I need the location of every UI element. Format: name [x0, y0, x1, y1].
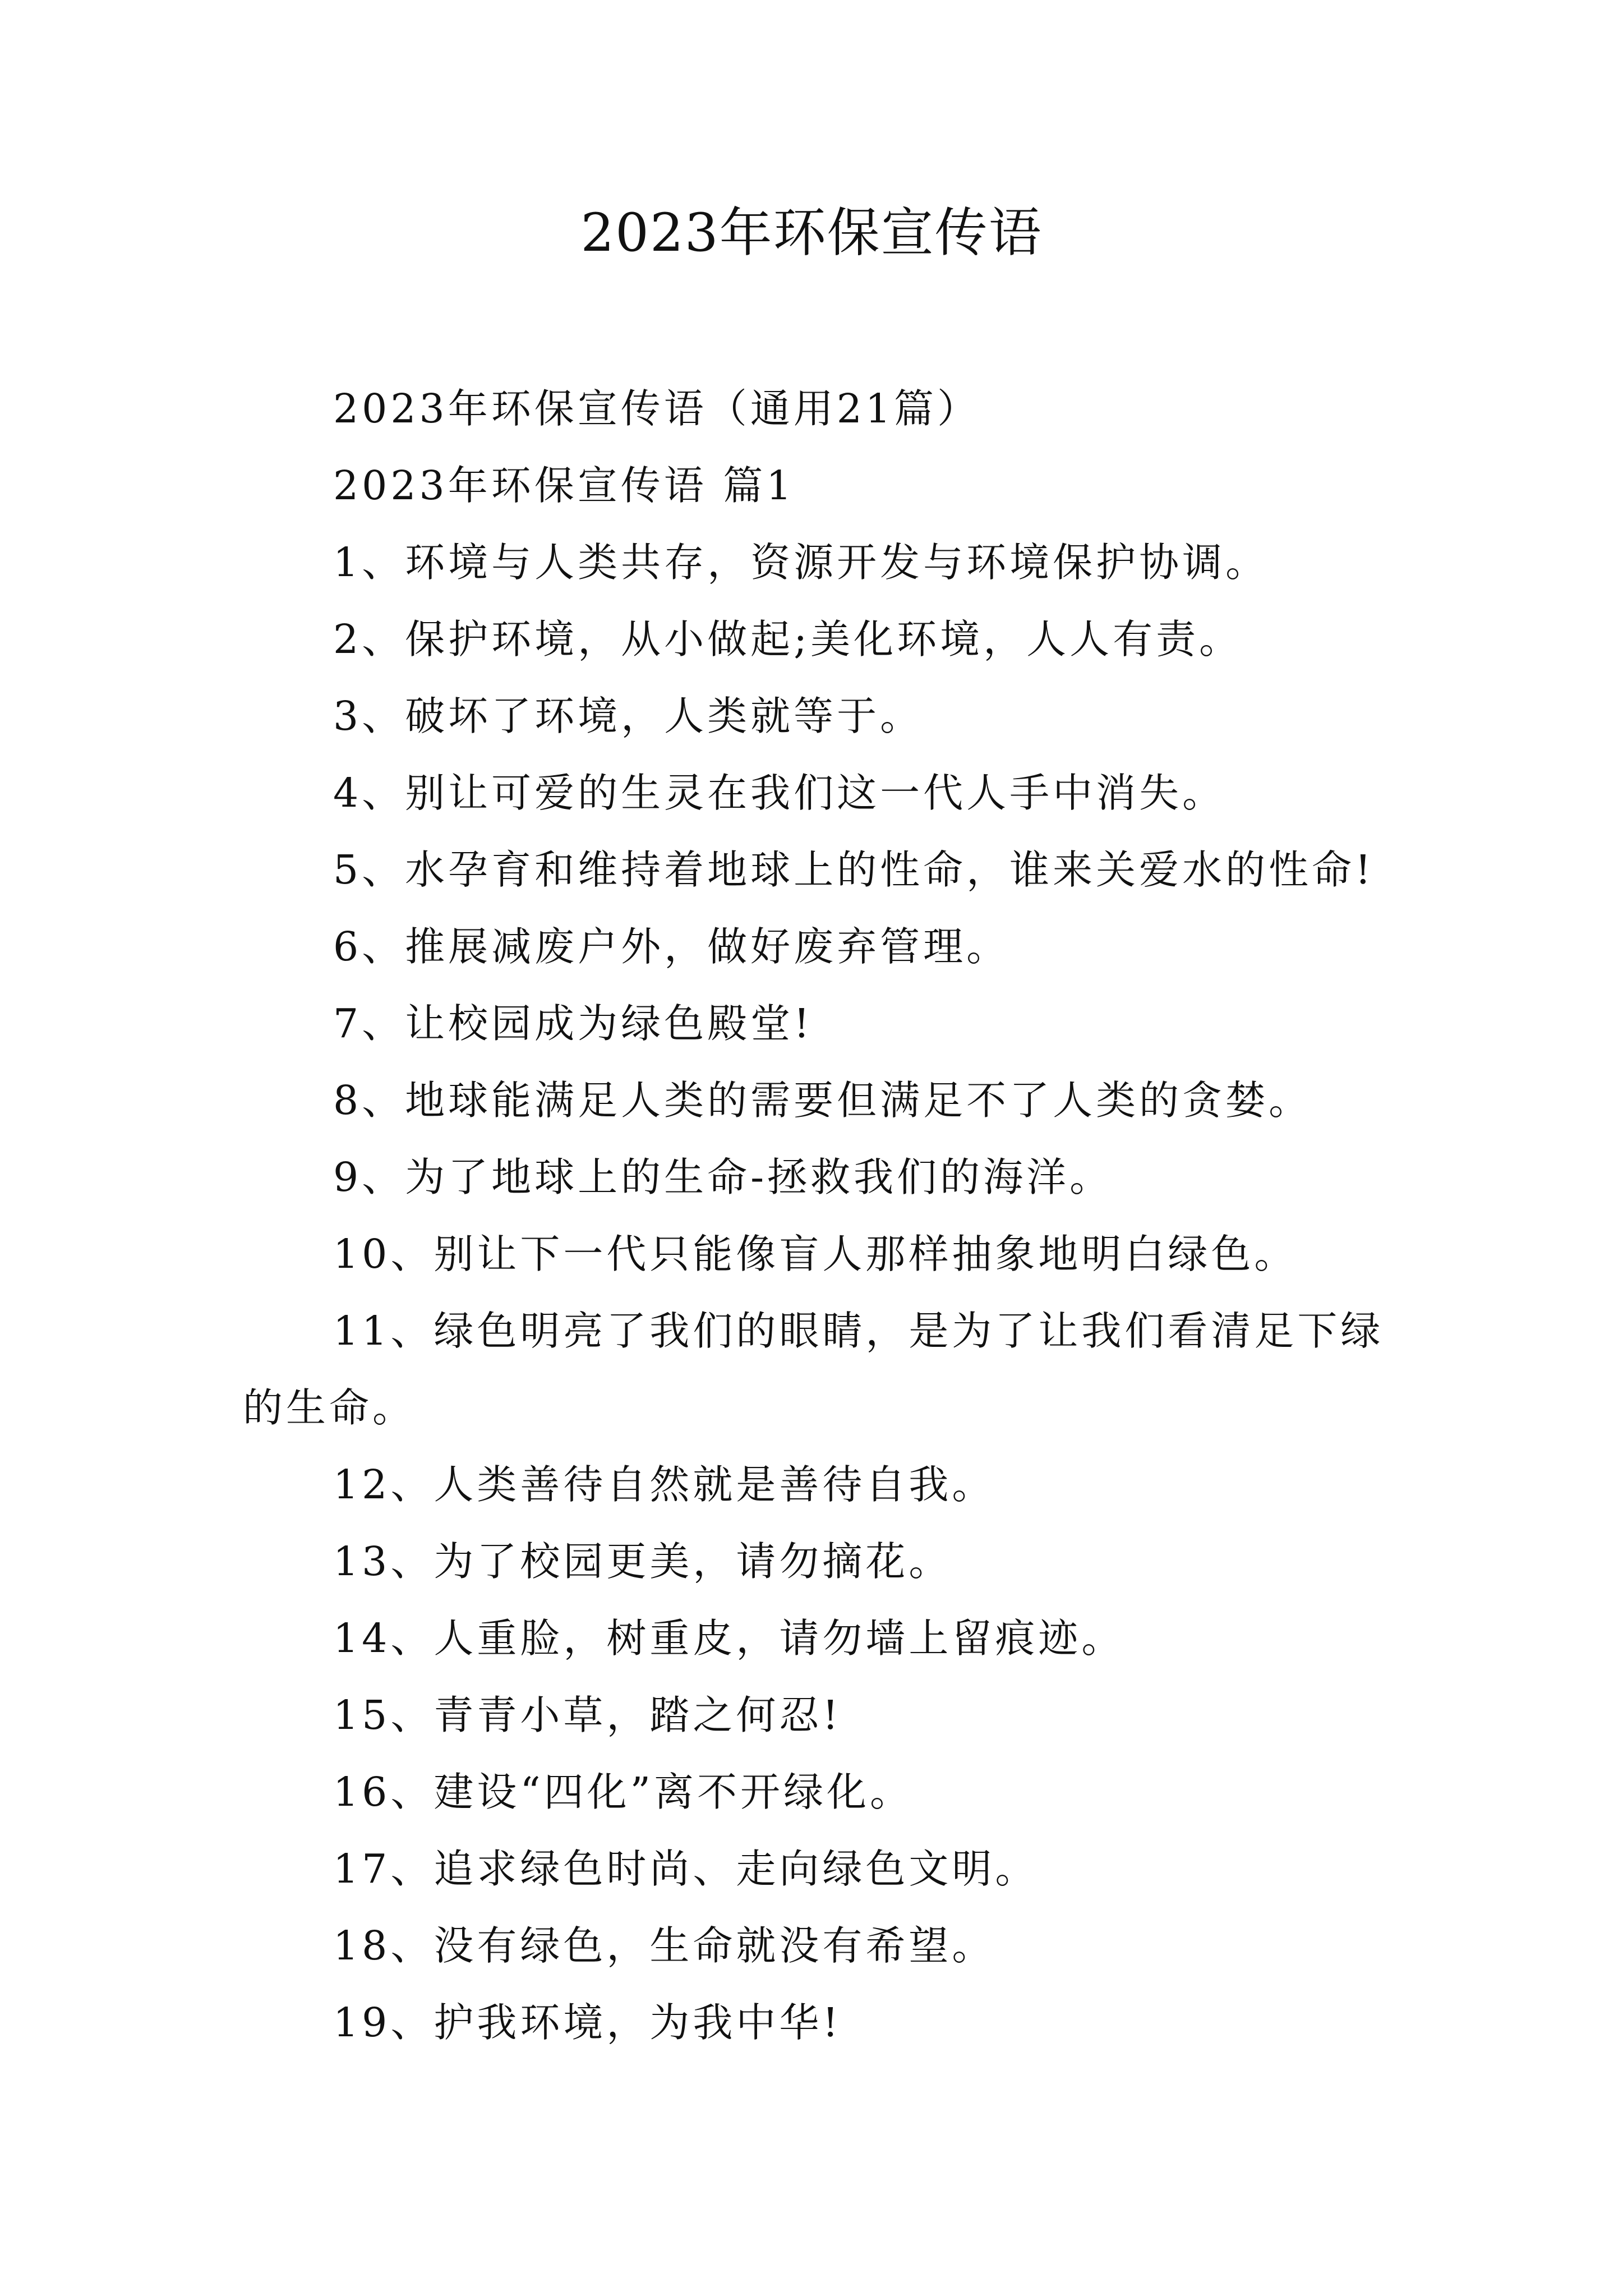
slogan-item-14: 14、人重脸，树重皮，请勿墙上留痕迹。 [333, 1615, 1125, 1662]
slogan-item-6: 6、推展减废户外，做好废弃管理。 [333, 923, 1010, 970]
slogan-item-3: 3、破坏了环境，人类就等于。 [333, 693, 924, 739]
slogan-item-1: 1、环境与人类共存，资源开发与环境保护协调。 [333, 539, 1269, 586]
slogan-item-16: 16、建设“四化”离不开绿化。 [333, 1769, 913, 1815]
slogan-item-17: 17、追求绿色时尚、走向绿色文明。 [333, 1846, 1039, 1892]
document-title: 2023年环保宣传语 [580, 203, 1043, 264]
slogan-item-18: 18、没有绿色，生命就没有希望。 [333, 1922, 995, 1969]
section-heading: 2023年环保宣传语 篇1 [333, 462, 795, 509]
slogan-item-9: 9、为了地球上的生命-拯救我们的海洋。 [333, 1154, 1113, 1200]
slogan-item-4: 4、别让可爱的生灵在我们这一代人手中消失。 [333, 770, 1226, 816]
document-subtitle: 2023年环保宣传语（通用21篇） [333, 385, 981, 432]
slogan-item-5: 5、水孕育和维持着地球上的性命，谁来关爱水的性命! [333, 846, 1375, 893]
slogan-item-15: 15、青青小草，踏之何忍! [333, 1692, 842, 1738]
slogan-item-19: 19、护我环境，为我中华! [333, 1999, 842, 2046]
document-body [243, 370, 1398, 2061]
slogan-item-13: 13、为了校园更美，请勿摘花。 [333, 1538, 952, 1585]
slogan-item-10: 10、别让下一代只能像盲人那样抽象地明白绿色。 [333, 1231, 1298, 1277]
slogan-item-8: 8、地球能满足人类的需要但满足不了人类的贪婪。 [333, 1077, 1312, 1124]
slogan-item-7: 7、让校园成为绿色殿堂! [333, 1000, 813, 1047]
slogan-item-12: 12、人类善待自然就是善待自我。 [333, 1461, 995, 1508]
slogan-item-11: 11、绿色明亮了我们的眼睛，是为了让我们看清足下绿 [333, 1308, 1384, 1354]
slogan-item-11-continued: 的生命。 [243, 1384, 416, 1431]
slogan-item-2: 2、保护环境，从小做起;美化环境，人人有责。 [333, 616, 1243, 662]
